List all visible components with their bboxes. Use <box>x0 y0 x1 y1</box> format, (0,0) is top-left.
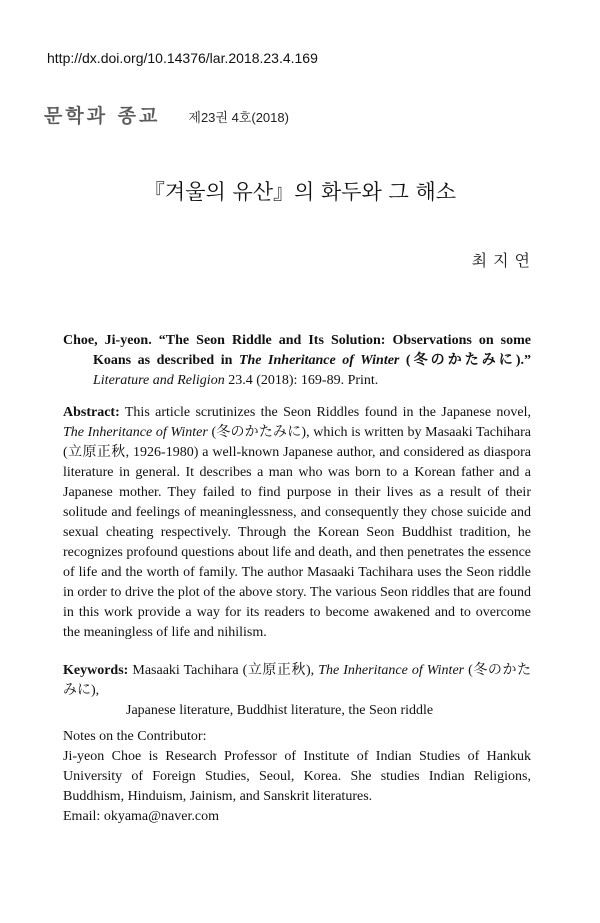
contributor-notes <box>63 727 531 827</box>
journal-header <box>44 101 289 128</box>
keywords-part2: (冬のかたみに), <box>63 663 531 698</box>
citation-authors: Choe, Ji-yeon. <box>63 333 152 348</box>
doi-link[interactable]: http://dx.doi.org/10.14376/lar.2018.23.4.169 <box>47 50 318 66</box>
abstract-label: Abstract: <box>63 405 120 420</box>
abstract-work-title: The Inheritance of Winter <box>63 425 208 440</box>
contributor-email[interactable]: Email: okyama@naver.com <box>63 809 219 824</box>
issue-info: 제23권 4호(2018) <box>188 110 289 125</box>
contributor-bio: Ji-yeon Choe is Research Professor of Institute of Indian Studies of Hankuk University of Foreign Studies, Seoul, Korea. She studies Indian Religions, Buddhism, Hinduism, Jainism, and Sanskrit literatures. <box>63 749 531 804</box>
keywords-work-title: The Inheritance of Winter <box>318 663 465 678</box>
abstract-text-2: (冬のかたみに), which is written by Masaaki Tachihara (立原正秋, 1926-1980) a well-known Japanese author, and considered as diaspora literature in general. It describes a man who was born to a Korean father and a Japanese mother. They failed to find purpose in their lives as a result of their solitude and feelings of meaninglessness, and consequently they chose suicide and sexual cheating respectively. Through the Korean Seon Buddhist tradition, he recognizes profound questions about life and death, and then penetrates the essence of life and the worth of family. The author Masaaki Tachihara uses the Seon riddle in order to drive the plot of the above story. The various Seon riddles that are found in this work provide a way for its readers to become awakened and to overcome the meaningless of life and nihilism. <box>63 425 532 640</box>
abstract-block <box>63 403 531 643</box>
article-author: 최지연 <box>471 251 536 270</box>
citation-title-part2: (冬のかたみに).” <box>405 353 532 368</box>
notes-heading: Notes on the Contributor: <box>63 729 207 744</box>
keywords-block <box>63 661 531 721</box>
article-title: 『겨울의 유산』의 화두와 그 해소 <box>143 180 457 204</box>
citation-journal: Literature and Religion <box>93 373 225 388</box>
citation-block <box>63 331 531 391</box>
citation-details: 23.4 (2018): 169-89. Print. <box>228 373 379 388</box>
journal-logo: 문학과 종교 <box>44 105 161 127</box>
keywords-part1: Masaaki Tachihara (立原正秋), <box>132 663 315 678</box>
keywords-label: Keywords: <box>63 663 129 678</box>
keywords-line-2: Japanese literature, Buddhist literature, the Seon riddle <box>126 703 434 718</box>
citation-title-italic: The Inheritance of Winter <box>238 353 400 368</box>
citation-title-part1: “The Seon Riddle and Its Solution: Observations on some Koans as described in <box>93 333 532 368</box>
abstract-text-1: This article scrutinizes the Seon Riddles found in the Japanese novel, <box>124 405 532 420</box>
